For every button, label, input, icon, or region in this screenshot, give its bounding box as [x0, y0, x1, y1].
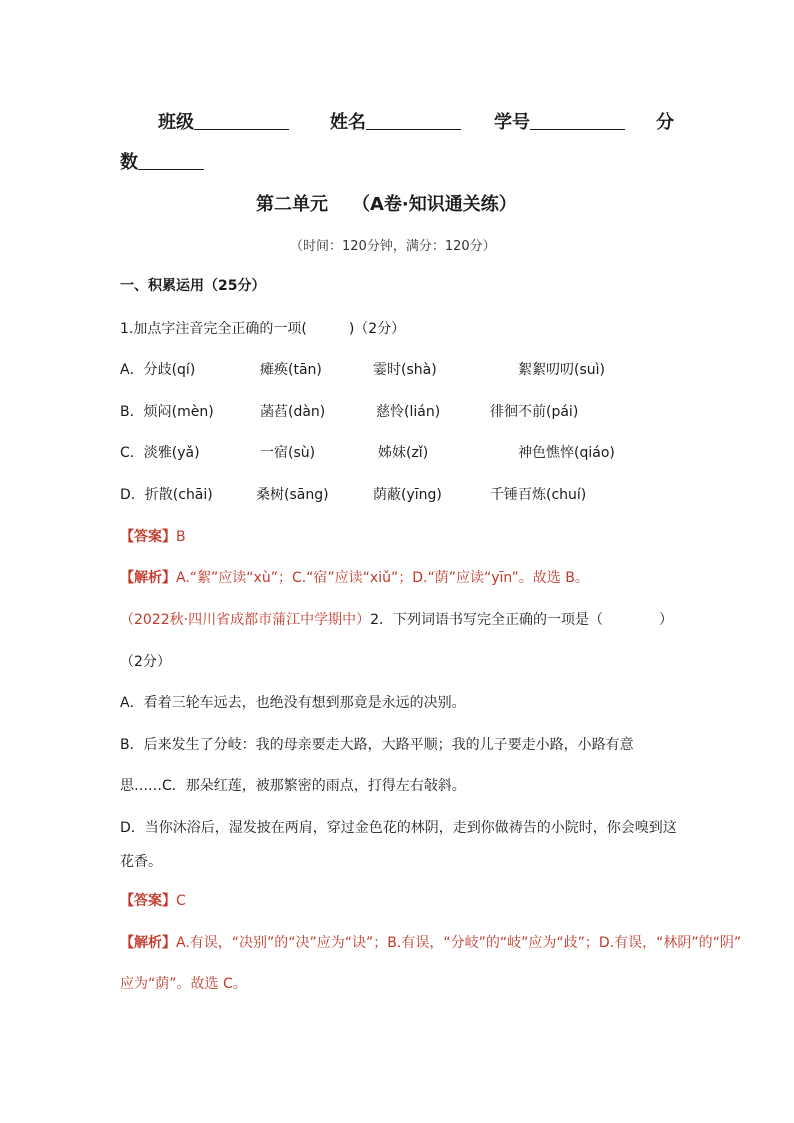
time-info: （时间：120分钟，满分：120分）	[290, 239, 496, 254]
paper-title: （A卷·知识通关练）	[352, 194, 517, 215]
q2-source: （2022秋·四川省成都市蒲江中学期中）	[120, 612, 371, 628]
q2-answer-label: 【答案】	[120, 893, 176, 909]
q1-opt-d-2: 桑树(sāng)	[256, 487, 329, 503]
q2-analysis	[120, 932, 741, 952]
q2-opt-d-line2: 花香。	[120, 854, 162, 870]
q1-analysis-label: 【解析】	[120, 570, 176, 586]
q1-opt-a-3: 霎时(shà)	[373, 362, 437, 378]
q1-opt-c-1: C．淡雅(yǎ)	[120, 445, 200, 461]
name-blank[interactable]	[366, 113, 461, 130]
class-field	[158, 108, 289, 134]
q2-stem-line	[120, 609, 673, 629]
section-heading: 一、积累运用（25分）	[120, 278, 266, 294]
q1-opt-b-3: 慈怜(lián)	[376, 404, 441, 420]
id-label: 学号	[494, 112, 530, 133]
q2-opt-a: A．看着三轮车远去，也绝没有想到那竟是永远的决别。	[120, 695, 466, 711]
q2-opt-b-line1: B．后来发生了分岐：我的母亲要走大路，大路平顺；我的儿子要走小路，小路有意	[120, 737, 634, 753]
score-label-1: 分	[656, 112, 674, 133]
q2-opt-d-line1: D．当你沐浴后，湿发披在两肩，穿过金色花的林阴，走到你做祷告的小院时，你会嗅到这	[120, 820, 677, 836]
q1-opt-d-4: 千锤百炼(chuí)	[490, 487, 587, 503]
q1-answer	[120, 526, 186, 546]
q1-opt-b-2: 菡萏(dàn)	[260, 404, 326, 420]
id-blank[interactable]	[530, 113, 625, 130]
q1-opt-a-2: 瘫痪(tān)	[260, 362, 322, 378]
q2-answer-value: C	[176, 893, 186, 909]
q2-analysis-text-1: A.有误，“决别”的“决”应为“诀”；B.有误，“分岐”的“岐”应为“歧”；D.有误，“林阴”的“阴”	[176, 935, 742, 951]
q1-analysis	[120, 567, 589, 587]
class-blank[interactable]	[194, 113, 289, 130]
q1-opt-a-4: 絮絮叨叨(suì)	[518, 362, 605, 378]
id-field	[494, 108, 625, 134]
q1-opt-d-3: 荫蔽(yīng)	[373, 487, 442, 503]
q1-stem: 1.加点字注音完全正确的一项( )（2分）	[120, 321, 406, 337]
score-label-2: 数	[120, 152, 138, 173]
q1-opt-a-1: A．分歧(qí)	[120, 362, 196, 378]
q1-answer-label: 【答案】	[120, 529, 176, 545]
q1-opt-c-4: 神色憔悴(qiáo)	[518, 445, 615, 461]
q1-opt-d-1: D．折散(chāi)	[120, 487, 213, 503]
score-blank[interactable]	[138, 153, 204, 170]
name-field	[330, 108, 461, 134]
unit-title: 第二单元	[256, 194, 328, 215]
score-field	[120, 148, 204, 174]
name-label: 姓名	[330, 112, 366, 133]
q1-opt-b-1: B．烦闷(mèn)	[120, 404, 214, 420]
q2-opt-b-line2: 思……C．那朵红莲，被那繁密的雨点，打得左右敧斜。	[120, 778, 466, 794]
q1-answer-value: B	[176, 529, 186, 545]
q1-opt-c-3: 姊妹(zǐ)	[378, 445, 429, 461]
q2-answer	[120, 890, 186, 910]
q1-analysis-text: A.“絮”应读“xù”；C.“宿”应读“xiǔ”；D.“荫”应读“yīn”。故选 B。	[176, 570, 589, 586]
q1-opt-c-2: 一宿(sù)	[260, 445, 316, 461]
q1-opt-b-4: 徘徊不前(pái)	[490, 404, 579, 420]
q2-points: （2分）	[120, 654, 171, 670]
class-label: 班级	[158, 112, 194, 133]
q2-stem: 2．下列词语书写完全正确的一项是（ ）	[370, 612, 673, 628]
q2-analysis-text-2: 应为“荫”。故选 C。	[120, 976, 247, 992]
q2-analysis-label: 【解析】	[120, 935, 176, 951]
